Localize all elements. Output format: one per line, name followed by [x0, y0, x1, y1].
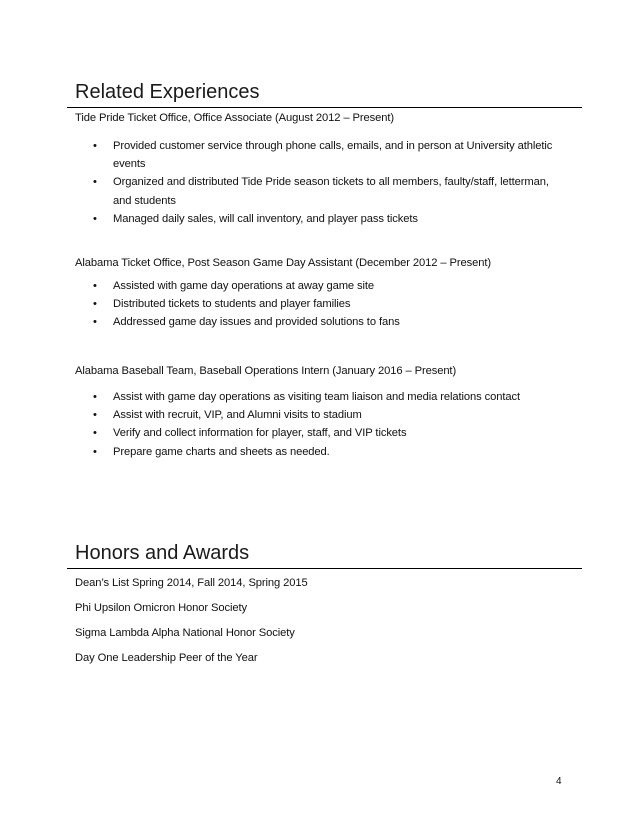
honors-section-header [67, 541, 582, 569]
bullet-icon: • [93, 445, 97, 458]
job-bullets-alabama-baseball [75, 388, 555, 461]
bullet-icon: • [93, 391, 97, 403]
bullet-text: Provided customer service through phone calls, emails, and in person at University athletic events [113, 140, 553, 171]
list-item [75, 424, 555, 442]
bullet-icon: • [93, 316, 97, 329]
list-item [75, 443, 555, 461]
section-heading-honors-awards: Honors and Awards [75, 542, 250, 564]
job-bullets-alabama-ticket-office [75, 277, 555, 332]
bullet-icon: • [93, 280, 97, 292]
list-item [75, 313, 555, 331]
honor-item: Day One Leadership Peer of the Year [75, 652, 258, 664]
list-item [75, 295, 555, 313]
bullet-text: Prepare game charts and sheets as needed. [113, 445, 330, 458]
list-item [75, 173, 555, 209]
list-item [75, 137, 555, 173]
bullet-text: Assisted with game day operations at away game site [113, 280, 375, 292]
bullet-text: Organized and distributed Tide Pride season tickets to all members, faulty/staff, letterman, and students [113, 176, 549, 207]
bullet-icon: • [93, 409, 97, 422]
bullet-text: Assist with recruit, VIP, and Alumni visits to stadium [113, 409, 362, 422]
bullet-icon: • [93, 298, 97, 311]
bullet-icon: • [93, 427, 97, 440]
bullet-text: Assist with game day operations as visiting team liaison and media relations contact [113, 391, 520, 403]
bullet-text: Addressed game day issues and provided solutions to fans [113, 316, 400, 329]
bullet-icon: • [93, 176, 97, 189]
related-experiences-section-header [67, 80, 582, 108]
bullet-icon: • [93, 212, 97, 225]
list-item [75, 210, 555, 228]
honor-item: Dean’s List Spring 2014, Fall 2014, Spring 2015 [75, 577, 308, 589]
job-title-alabama-ticket-office: Alabama Ticket Office, Post Season Game Day Assistant (December 2012 – Present) [75, 257, 491, 269]
section-heading-related-experiences: Related Experiences [75, 81, 260, 103]
honor-item: Sigma Lambda Alpha National Honor Society [75, 627, 295, 639]
section-rule [67, 107, 582, 108]
list-item [75, 277, 555, 295]
bullet-text: Managed daily sales, will call inventory, and player pass tickets [113, 212, 418, 225]
page-number: 4 [556, 776, 562, 787]
job-bullets-tide-pride [75, 137, 555, 228]
bullet-icon: • [93, 140, 97, 152]
list-item [75, 388, 555, 406]
honor-item: Phi Upsilon Omicron Honor Society [75, 602, 248, 614]
section-rule [67, 568, 582, 569]
job-title-alabama-baseball: Alabama Baseball Team, Baseball Operations Intern (January 2016 – Present) [75, 365, 457, 377]
bullet-text: Distributed tickets to students and player families [113, 298, 351, 311]
list-item [75, 406, 555, 424]
bullet-text: Verify and collect information for player, staff, and VIP tickets [113, 427, 407, 440]
job-title-tide-pride: Tide Pride Ticket Office, Office Associate (August 2012 – Present) [75, 112, 395, 124]
